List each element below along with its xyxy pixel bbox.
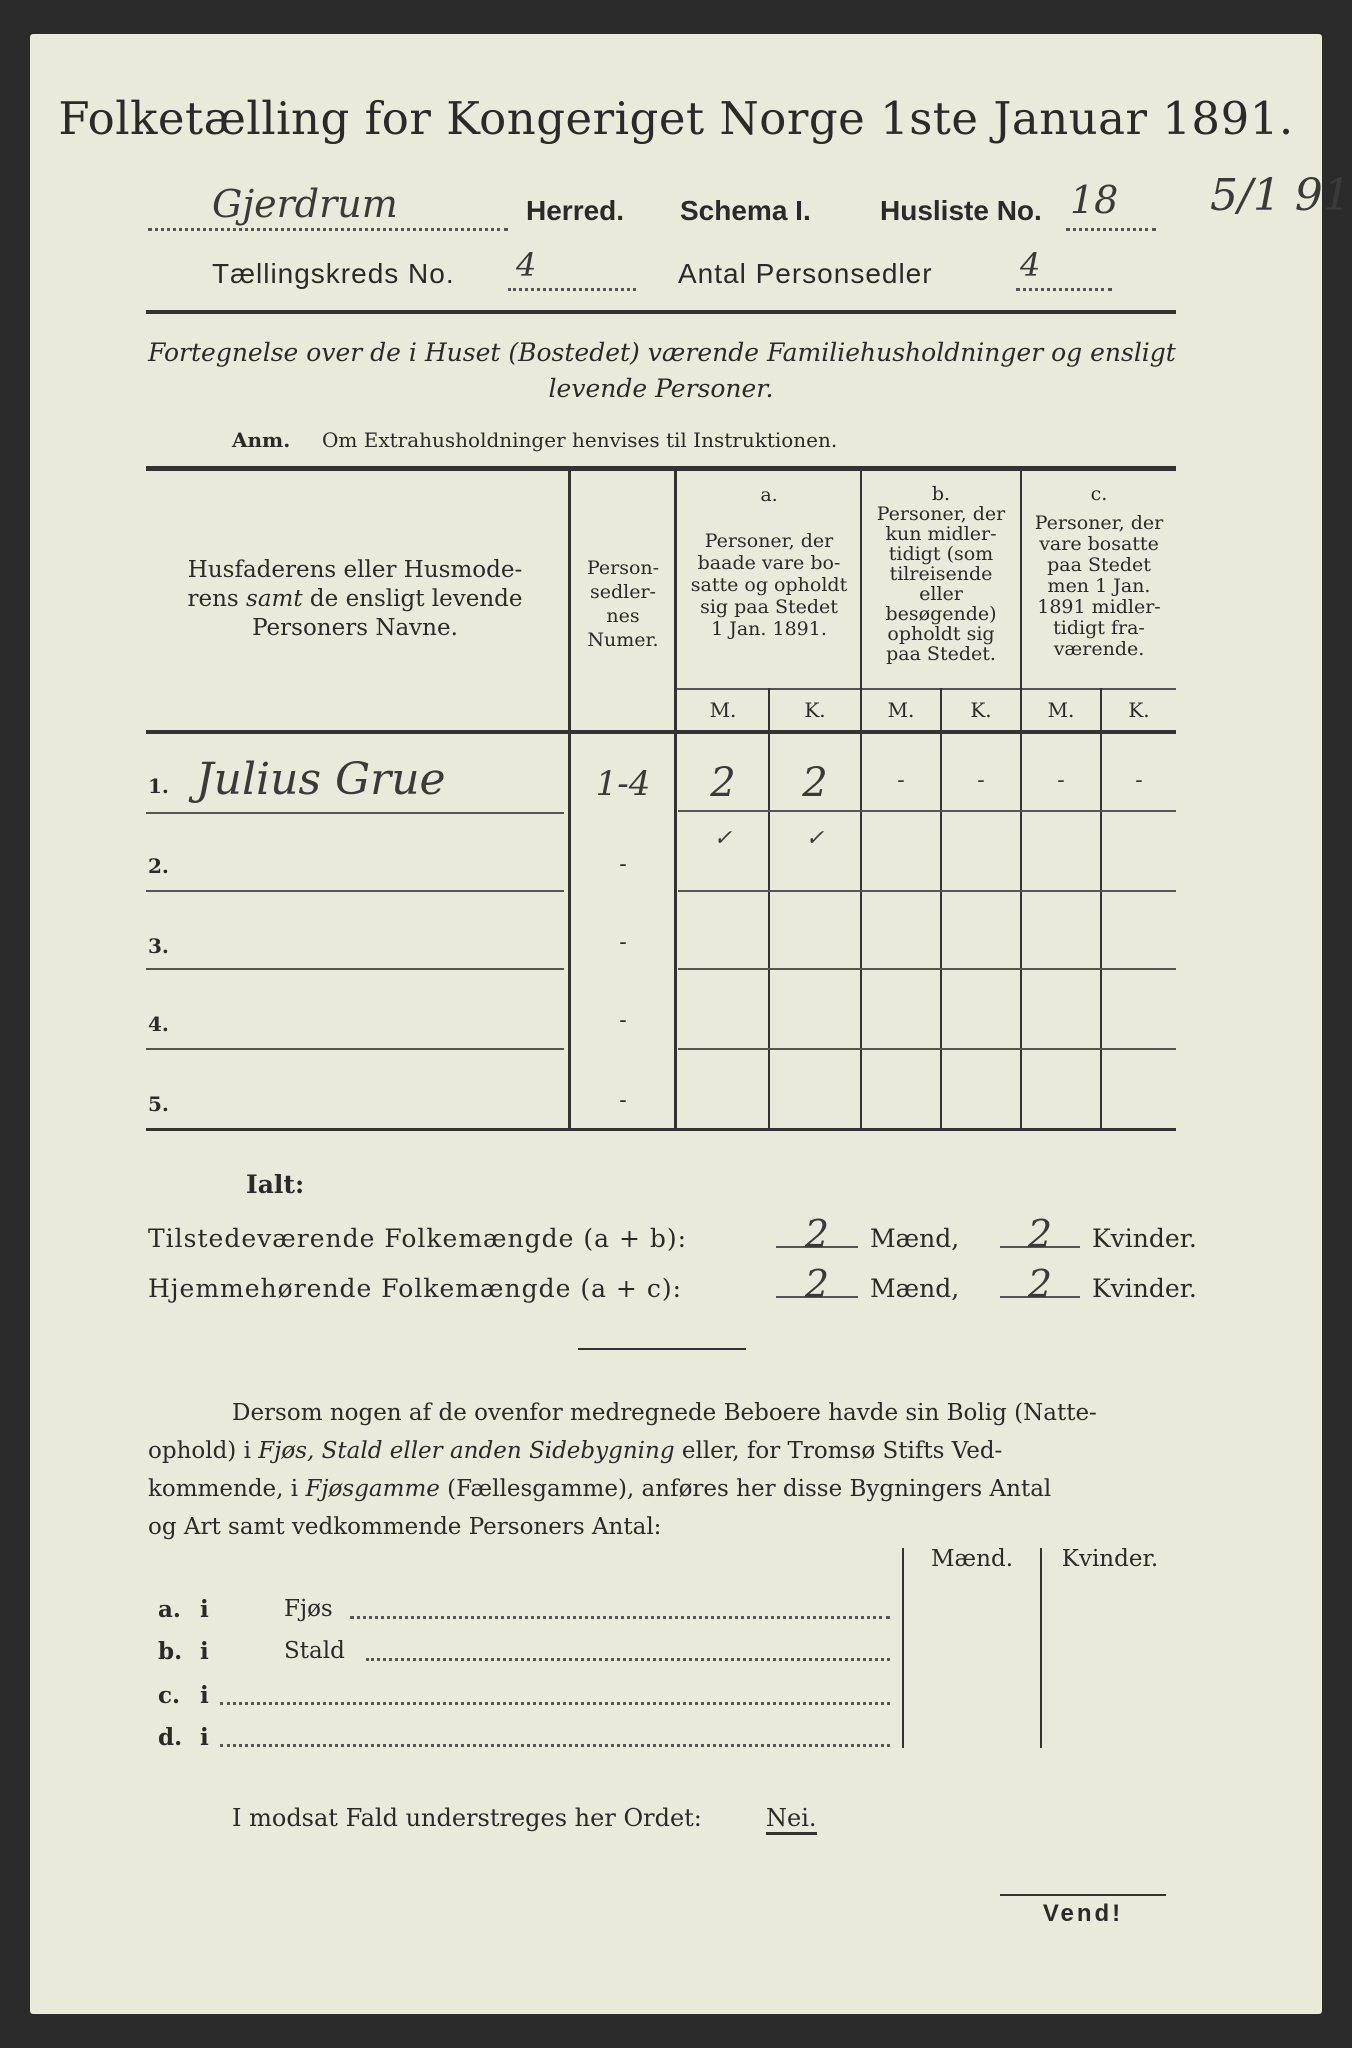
column-header-names: Husfaderens eller Husmode- rens samt de ensligt levende Personers Navne.: [187, 557, 523, 641]
intro-line-1: Fortegnelse over de i Huset (Bostedet) værende Familiehusholdninger og ensligt: [148, 338, 1176, 367]
c-m-label: M.: [1047, 698, 1075, 722]
herred-label: Herred.: [526, 195, 625, 226]
a-k-label: K.: [804, 698, 826, 722]
kreds-field: [508, 246, 636, 291]
column-header-a: a. Personer, der baade vare bo- satte og opholdt sig paa Stedet 1 Jan. 1891.: [690, 484, 848, 640]
buildings-paragraph: Dersom nogen af de ovenfor medregnede Beboere havde sin Bolig (Natte- ophold) i Fjøs, Stald eller anden Sidebygning eller, for Tromsø Stifts Ved- kommende, i Fjøsgamme (Fællesgamme), anføres her disse Bygningers Antal og Art samt vedkommende Personers Antal:: [148, 1400, 1097, 1540]
b-m-label: M.: [887, 698, 915, 722]
schema-label: Schema I.: [680, 195, 811, 226]
tilstede-label: Tilstedeværende Folkemængde (a + b):: [148, 1224, 688, 1253]
husliste-value: 18: [1070, 178, 1119, 222]
herred-field: [148, 182, 508, 231]
tilstede-kvinder-label: Kvinder.: [1092, 1224, 1197, 1253]
margin-note: 5/1 91: [1210, 170, 1351, 221]
antal-value: 4: [1020, 246, 1041, 284]
kreds-value: 4: [516, 246, 537, 284]
ialt-label: Ialt:: [246, 1170, 305, 1199]
column-header-b: b. Personer, der kun midler- tidigt (som tilreisende eller besøgende) opholdt sig paa Stedet.: [876, 483, 1006, 665]
husliste-label: Husliste No.: [880, 195, 1042, 226]
husliste-field: [1066, 178, 1156, 231]
hjemme-kvinder-value: 2: [1027, 1262, 1053, 1306]
row-name: Julius Grue: [196, 754, 446, 805]
kreds-label: Tællingskreds No.: [212, 258, 455, 289]
header-rule: [146, 310, 1176, 314]
tilstede-maend-value: 2: [804, 1212, 830, 1256]
tilstede-maend-label: Mænd,: [870, 1224, 960, 1253]
anm-text: Om Extrahusholdninger henvises til Instruktionen.: [322, 428, 838, 452]
herred-value: Gjerdrum: [212, 182, 398, 226]
anm-label: Anm.: [232, 428, 291, 452]
buildings-maend-header: Mænd.: [930, 1546, 1014, 1572]
buildings-kvinder-header: Kvinder.: [1061, 1546, 1159, 1572]
hjemme-maend-value: 2: [804, 1262, 830, 1306]
modsat-text: I modsat Fald understreges her Ordet:: [232, 1804, 702, 1832]
a-m-label: M.: [709, 698, 737, 722]
form-title: Folketælling for Kongeriget Norge 1ste Januar 1891.: [58, 92, 1294, 145]
antal-label: Antal Personsedler: [678, 258, 933, 289]
intro-line-2: levende Personer.: [548, 374, 774, 403]
b-k-label: K.: [970, 698, 992, 722]
c-k-label: K.: [1128, 698, 1150, 722]
antal-field: [1016, 246, 1112, 291]
column-header-c: c. Personer, der vare bosatte paa Stedet men 1 Jan. 1891 midler- tidigt fra- værende.: [1034, 483, 1164, 660]
hjemme-kvinder-label: Kvinder.: [1092, 1274, 1197, 1303]
section-divider: [578, 1348, 746, 1350]
hjemme-maend-label: Mænd,: [870, 1274, 960, 1303]
hjemme-label: Hjemmehørende Folkemængde (a + c):: [148, 1274, 682, 1303]
vend-label: Vend!: [1042, 1900, 1124, 1927]
column-header-numer: Person- sedler- nes Numer.: [586, 557, 660, 651]
modsat-word: Nei.: [766, 1804, 817, 1835]
tilstede-kvinder-value: 2: [1027, 1212, 1053, 1256]
